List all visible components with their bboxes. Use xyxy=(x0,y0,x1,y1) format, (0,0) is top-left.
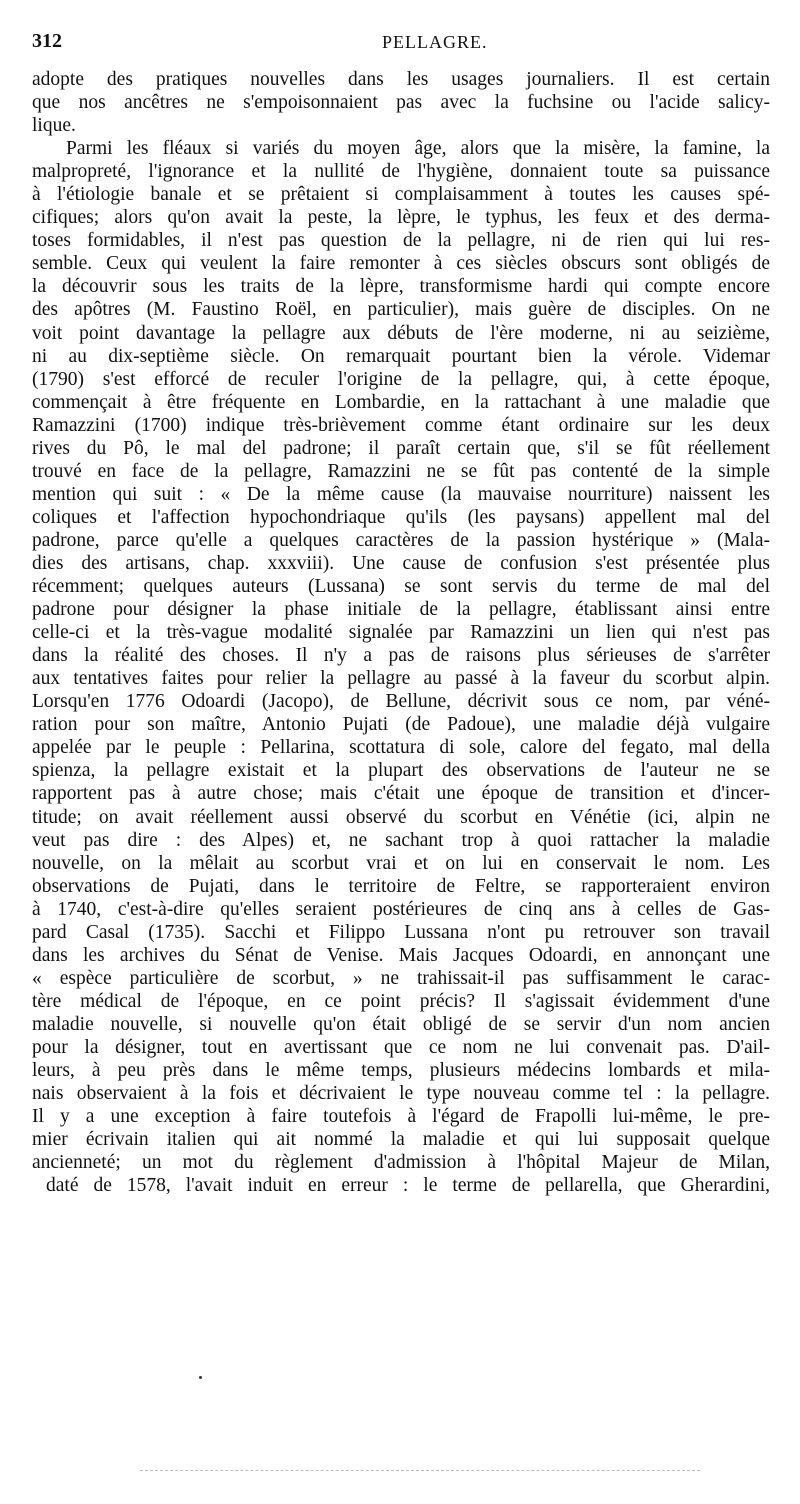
text-line: padrone, parce qu'elle a quelques caractères de la passion hystérique » (Mala- xyxy=(32,529,770,551)
text-line: observations de Pujati, dans le territoire de Feltre, se rapporteraient environ xyxy=(32,875,770,897)
footer-scan-marks xyxy=(140,1470,700,1473)
text-line: Lorsqu'en 1776 Odoardi (Jacopo), de Bellune, décrivit sous ce nom, par véné- xyxy=(32,691,770,713)
text-line: ni au dix-septième siècle. On remarquait pourtant bien la vérole. Videmar xyxy=(32,345,770,367)
text-line: maladie nouvelle, si nouvelle qu'on était obligé de se servir d'un nom ancien xyxy=(32,1013,770,1035)
text-line: que nos ancêtres ne s'empoisonnaient pas avec la fuchsine ou l'acide salicy- xyxy=(32,92,770,114)
text-line: des apôtres (M. Faustino Roël, en particulier), mais guère de disciples. On ne xyxy=(32,299,770,321)
text-line: récemment; quelques auteurs (Lussana) se sont servis du terme de mal del xyxy=(32,576,770,598)
text-line: titude; on avait réellement aussi observé du scorbut en Vénétie (ici, alpin ne xyxy=(32,806,770,828)
body-text xyxy=(32,68,770,1197)
text-line: toses formidables, il n'est pas question de la pellagre, ni de rien qui lui res- xyxy=(32,230,770,252)
text-line: pour la désigner, tout en avertissant que ce nom ne lui convenait pas. D'ail- xyxy=(32,1036,770,1058)
text-line: appelée par le peuple : Pellarina, scottatura di sole, calore del fegato, mal della xyxy=(32,737,770,759)
text-line: (1790) s'est efforcé de reculer l'origine de la pellagre, qui, à cette époque, xyxy=(32,368,770,390)
text-line: Il y a une exception à faire toutefois à l'égard de Frapolli lui-même, le pre- xyxy=(32,1106,770,1128)
text-line: nais observaient à la fois et décrivaient le type nouveau comme tel : la pellagre. xyxy=(32,1083,770,1105)
text-line: veut pas dire : des Alpes) et, ne sachant trop à quoi rattacher la maladie xyxy=(32,829,770,851)
text-line: aux tentatives faites pour relier la pellagre au passé à la faveur du scorbut alpin. xyxy=(32,668,770,690)
text-line: à 1740, c'est-à-dire qu'elles seraient postérieures de cinq ans à celles de Gas- xyxy=(32,898,770,920)
running-title: PELLAGRE. xyxy=(382,32,488,52)
text-line: lique. xyxy=(32,115,76,137)
text-line: dans les archives du Sénat de Venise. Mais Jacques Odoardi, en annonçant une xyxy=(32,944,770,966)
ink-speck xyxy=(199,1376,202,1379)
page-number: 312 xyxy=(32,30,62,52)
text-line: rapportent pas à autre chose; mais c'était une époque de transition et d'incer- xyxy=(32,783,770,805)
text-line: nouvelle, on la mêlait au scorbut vrai et on lui en conservait le nom. Les xyxy=(32,852,770,874)
text-line: malpropreté, l'ignorance et la nullité de l'hygiène, donnaient toute sa puissance xyxy=(32,161,770,183)
text-line: ancienneté; un mot du règlement d'admission à l'hôpital Majeur de Milan, xyxy=(32,1152,770,1174)
text-line: commençait à être fréquente en Lombardie, en la rattachant à une maladie que xyxy=(32,391,770,413)
text-line: dans la réalité des choses. Il n'y a pas de raisons plus sérieuses de s'arrêter xyxy=(32,645,770,667)
text-line: ration pour son maître, Antonio Pujati (de Padoue), une maladie déjà vulgaire xyxy=(32,714,770,736)
text-line: voit point davantage la pellagre aux débuts de l'ère moderne, ni au seizième, xyxy=(32,322,770,344)
text-line: Ramazzini (1700) indique très-brièvement comme étant ordinaire sur les deux xyxy=(32,414,770,436)
paragraph-start-line: Parmi les fléaux si variés du moyen âge, alors que la misère, la famine, la xyxy=(66,138,770,160)
text-line: pard Casal (1735). Sacchi et Filippo Lussana n'ont pu retrouver son travail xyxy=(32,921,770,943)
text-line: adopte des pratiques nouvelles dans les usages journaliers. Il est certain xyxy=(32,69,770,90)
text-line: trouvé en face de la pellagre, Ramazzini ne se fût pas contenté de la simple xyxy=(32,460,770,482)
text-line: daté de 1578, l'avait induit en erreur : le terme de pellarella, que Gherardini, xyxy=(46,1175,770,1197)
text-line: rives du Pô, le mal del padrone; il paraît certain que, s'il se fût réellement xyxy=(32,437,770,459)
text-line: « espèce particulière de scorbut, » ne trahissait-il pas suffisamment le carac- xyxy=(32,967,770,989)
text-line: dies des artisans, chap. xxxviii). Une cause de confusion s'est présentée plus xyxy=(32,552,770,574)
page-header xyxy=(32,30,772,60)
text-line: tère médical de l'époque, en ce point précis? Il s'agissait évidemment d'une xyxy=(32,990,770,1012)
text-line: mier écrivain italien qui ait nommé la maladie et qui lui supposait quelque xyxy=(32,1129,770,1151)
text-line: leurs, à peu près dans le même temps, plusieurs médecins lombards et mila- xyxy=(32,1060,770,1082)
text-line: padrone pour désigner la phase initiale de la pellagre, établissant ainsi entre xyxy=(32,599,770,621)
text-line: la découvrir sous les traits de la lèpre, transformisme hardi qui compte encore xyxy=(32,276,770,298)
text-line: coliques et l'affection hypochondriaque qu'ils (les paysans) appellent mal del xyxy=(32,506,770,528)
text-line: cifiques; alors qu'on avait la peste, la lèpre, le typhus, les feux et des derma- xyxy=(32,207,770,229)
text-line: mention qui suit : « De la même cause (la mauvaise nourriture) naissent les xyxy=(32,483,770,505)
text-line: celle-ci et la très-vague modalité signalée par Ramazzini un lien qui n'est pas xyxy=(32,622,770,644)
text-line: semble. Ceux qui veulent la faire remonter à ces siècles obscurs sont obligés de xyxy=(32,253,770,275)
text-line: spienza, la pellagre existait et la plupart des observations de l'auteur ne se xyxy=(32,760,770,782)
text-line: à l'étiologie banale et se prêtaient si complaisamment à toutes les causes spé- xyxy=(32,184,770,206)
